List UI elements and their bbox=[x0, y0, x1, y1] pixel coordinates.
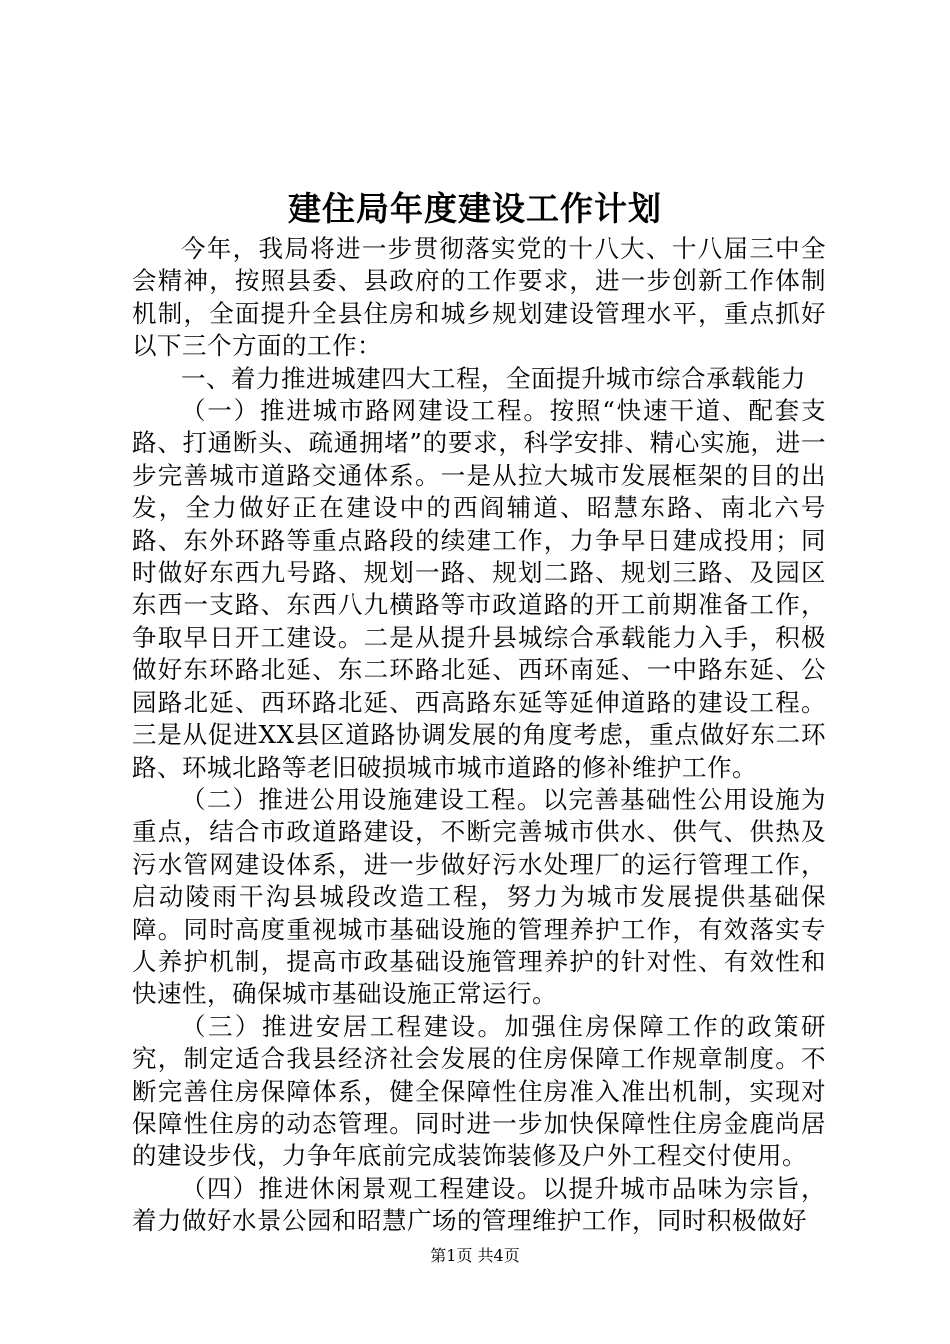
document-body bbox=[132, 233, 826, 1238]
paragraph-public-facilities: （二）推进公用设施建设工程。以完善基础性公用设施为重点，结合市政道路建设，不断完善城市供水、供气、供热及污水管网建设体系，进一步做好污水处理厂的运行管理工作，启动陵雨干沟县城段改造工程，努力为城市发展提供基础保障。同时高度重视城市基础设施的管理养护工作，有效落实专人养护机制，提高市政基础设施管理养护的针对性、有效性和快速性，确保城市基础设施正常运行。 bbox=[132, 784, 826, 1009]
paragraph-landscape: （四）推进休闲景观工程建设。以提升城市品味为宗旨，着力做好水景公园和昭慧广场的管理维护工作，同时积极做好 bbox=[132, 1173, 826, 1236]
document-title: 建住局年度建设工作计划 bbox=[288, 189, 662, 228]
paragraph-intro: 今年，我局将进一步贯彻落实党的十八大、十八届三中全会精神，按照县委、县政府的工作要求，进一步创新工作体制机制，全面提升全县住房和城乡规划建设管理水平，重点抓好以下三个方面的工作： bbox=[132, 234, 826, 361]
paragraph-housing: （三）推进安居工程建设。加强住房保障工作的政策研究，制定适合我县经济社会发展的住房保障工作规章制度。不断完善住房保障体系，健全保障性住房准入准出机制，实现对保障性住房的动态管理。同时进一步加快保障性住房金鹿尚居的建设步伐，力争年底前完成装饰装修及户外工程交付使用。 bbox=[132, 1011, 826, 1171]
page-footer: 第1页 共4页 bbox=[430, 1246, 520, 1265]
paragraph-section-heading: 一、着力推进城建四大工程，全面提升城市综合承载能力 bbox=[181, 363, 806, 393]
paragraph-road-network: （一）推进城市路网建设工程。按照“快速干道、配套支路、打通断头、疏通拥堵”的要求，科学安排、精心实施，进一步完善城市道路交通体系。一是从拉大城市发展框架的目的出发，全力做好正在建设中的西阎辅道、昭慧东路、南北六号路、东外环路等重点路段的续建工作，力争早日建成投用；同时做好东西九号路、规划一路、规划二路、规划三路、及园区东西一支路、东西八九横路等市政道路的开工前期准备工作，争取早日开工建设。二是从提升县城综合承载能力入手，积极做好东环路北延、东二环路北延、西环南延、一中路东延、公园路北延、西环路北延、西高路东延等延伸道路的建设工程。三是从促进XX县区道路协调发展的角度考虑，重点做好东二环路、环城北路等老旧破损城市城市道路的修补维护工作。 bbox=[132, 396, 826, 782]
